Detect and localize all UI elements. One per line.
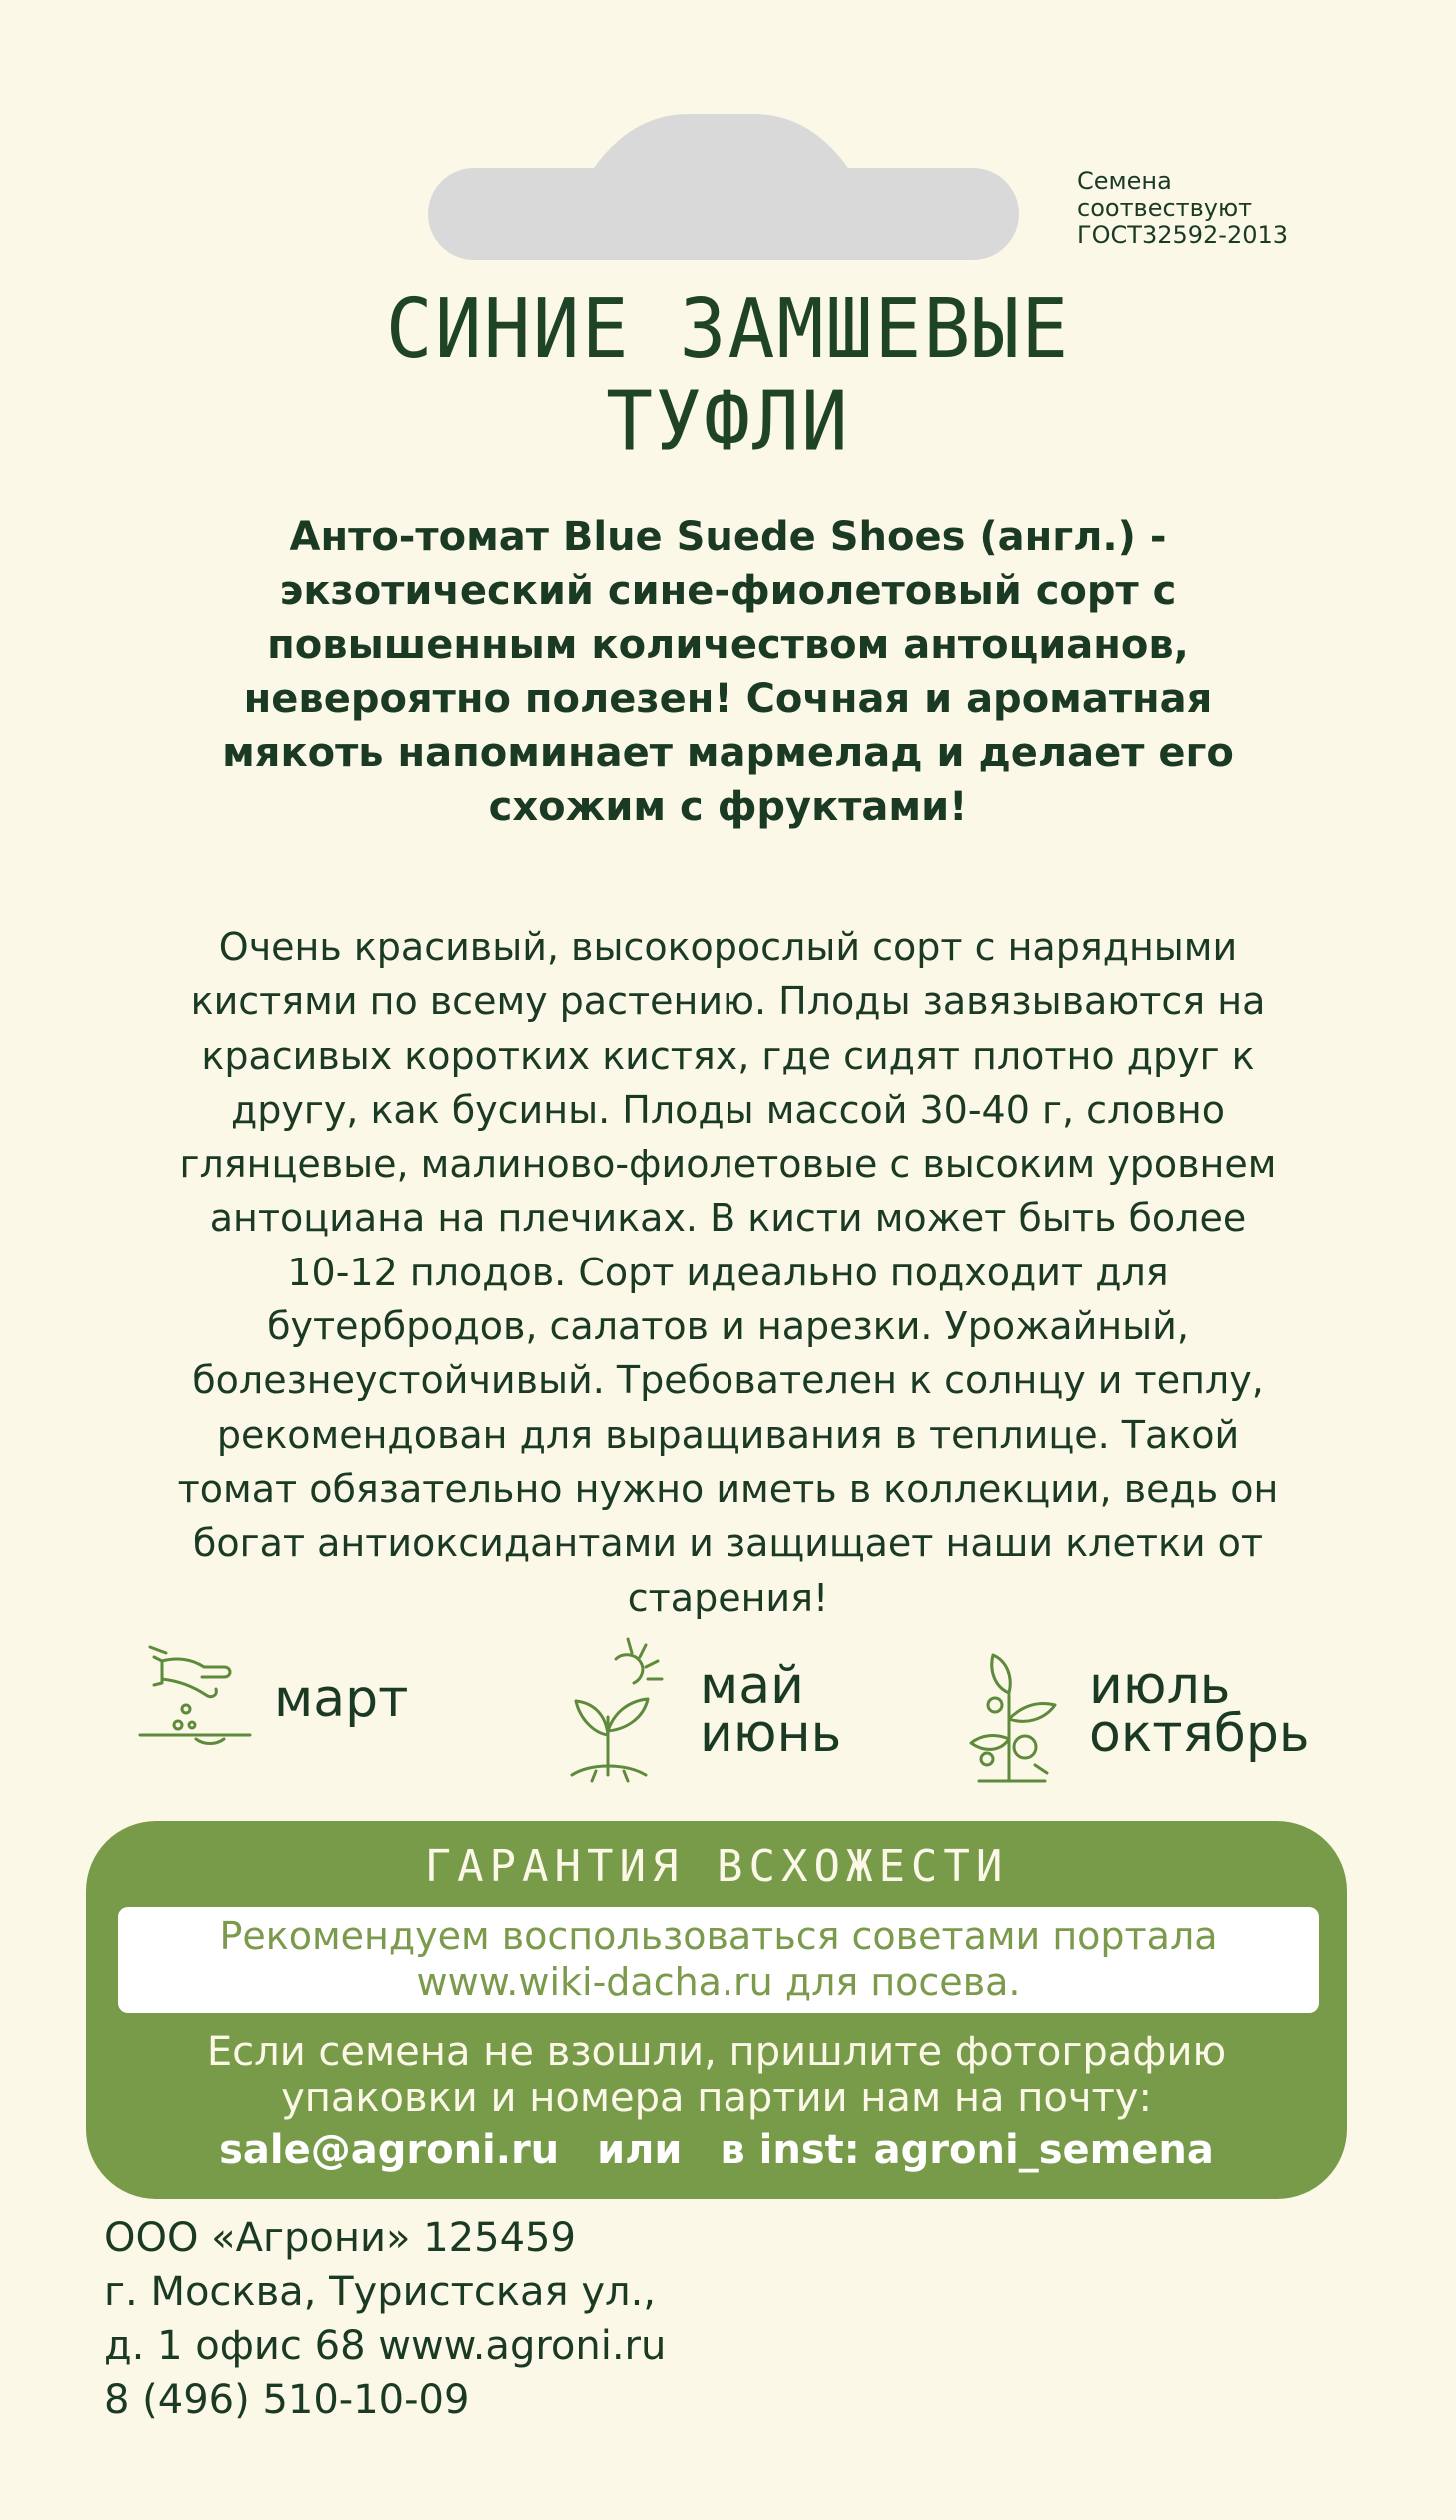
- gost-note: Семена соотвествуют ГОСТ32592-2013: [1077, 167, 1289, 249]
- variety-description: Очень красивый, высокорослый сорт с нарядными кистями по всему растению. Плоды завязываются на красивых коротких кистях, где сидят плотно друг к другу, как бусины. Плоды массой 30-40 г, словно глянцевые, малиново-фиолетовые с высоким уровнем антоциана на плечиках. В кисти может быть более 10-12 плодов. Сорт идеально подходит для бутербродов, салатов и нарезки. Урожайный, болезнеустойчивый. Требователен к солнцу и теплу, рекомендован для выращивания в теплице. Такой томат обязательно нужно иметь в коллекции, ведь он богат антиоксидантами и защищает наши клетки от старения!: [177, 925, 1279, 1620]
- sowing-hand-icon: [132, 1639, 256, 1759]
- stage-transplant: [566, 1635, 841, 1785]
- recommendation-box: [118, 1907, 1319, 2013]
- stage-sowing: [132, 1639, 408, 1759]
- stage-harvest: [965, 1635, 1310, 1785]
- fruiting-plant-icon: [965, 1635, 1065, 1785]
- company-address: ООО «Агрони» 125459 г. Москва, Туристская ул., д. 1 офис 68 www.agroni.ru 8 (496) 510-10-09: [104, 2215, 667, 2423]
- guarantee-contacts: [86, 2127, 1347, 2173]
- guarantee-title: ГАРАНТИЯ ВСХОЖЕСТИ: [424, 1841, 1009, 1892]
- germination-guarantee-panel: [86, 1821, 1347, 2199]
- stage-harvest-label: июль октябрь: [1089, 1656, 1310, 1764]
- contact-instagram: в inst: agroni_semena: [720, 2127, 1214, 2173]
- recommendation-text: Рекомендуем воспользоваться советами портала www.wiki-dacha.ru для посева.: [219, 1914, 1218, 2004]
- variety-title: СИНИЕ ЗАМШЕВЫЕ ТУФЛИ: [385, 282, 1071, 470]
- sprout-sun-icon: [566, 1635, 676, 1785]
- guarantee-notice: Если семена не взошли, пришлите фотографию упаковки и номера партии нам на почту:: [206, 2029, 1227, 2121]
- variety-lead: Анто-томат Blue Suede Shoes (англ.) - экзотический сине-фиолетовый сорт с повышенным количеством антоцианов, невероятно полезен! Сочная и ароматная мякоть напоминает мармелад и делает его схожим с фруктами!: [222, 514, 1234, 830]
- stage-transplant-label: май июнь: [700, 1656, 842, 1764]
- hang-tab-cutout: [414, 110, 1033, 260]
- contact-email: sale@agroni.ru: [219, 2127, 560, 2173]
- contact-or: или: [597, 2127, 683, 2173]
- stage-sowing-label: март: [274, 1669, 409, 1729]
